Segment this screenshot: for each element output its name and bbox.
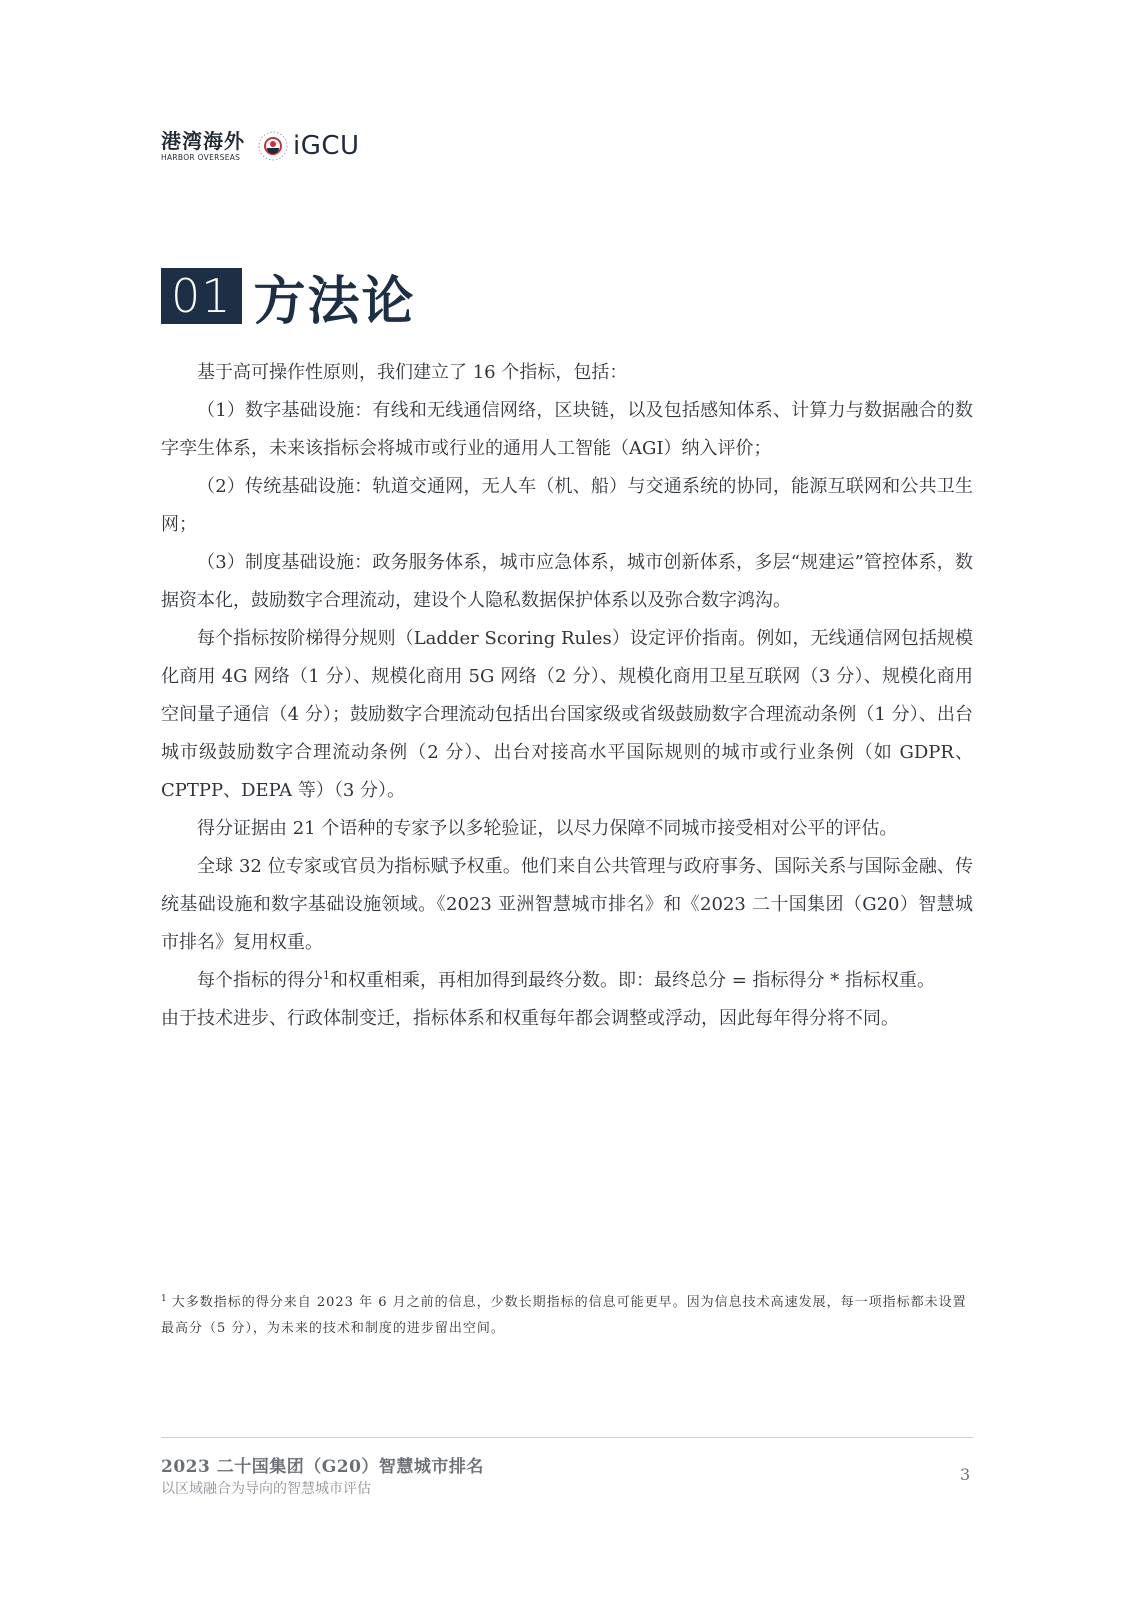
final-score-text-b: 和权重相乘，再相加得到最终分数。即：最终总分 = 指标得分 * 指标权重。 <box>330 970 935 991</box>
footer-report-title: 2023 二十国集团（G20）智慧城市排名 <box>161 1457 484 1477</box>
paragraph-evidence-verification: 得分证据由 21 个语种的专家予以多轮验证，以尽力保障不同城市接受相对公平的评估。 <box>197 818 898 839</box>
paragraph-ladder-scoring: 每个指标按阶梯得分规则（Ladder Scoring Rules）设定评价指南。例如，无线通信网包括规模化商用 4G 网络（1 分）、规模化商用 5G 网络（2 分）、规模化商用卫星互联网（3 分）、规模化商用空间量子通信（4 分）；鼓励数字合理流动包括出台国家级或省级鼓励数字合理流动条例（1 分）、出台城市级鼓励数字合理流动条例（2 分）、出台对接高水平国际规则的城市或行业条例（如 GDPR、CPTPP、DEPA 等）（3 分）。 <box>161 628 973 801</box>
paragraph-weights: 全球 32 位专家或官员为指标赋予权重。他们来自公共管理与政府事务、国际关系与国际金融、传统基础设施和数字基础设施领域。《2023 亚洲智慧城市排名》和《2023 二十国集团（G20）智慧城市排名》复用权重。 <box>161 856 973 953</box>
body-text <box>161 354 973 1038</box>
footer-report-subtitle: 以区域融合为导向的智慧城市评估 <box>161 1481 371 1497</box>
header-logo <box>161 128 360 164</box>
logo-cn-text: 港湾海外 <box>161 128 245 153</box>
paragraph-digital-infrastructure: （1）数字基础设施：有线和无线通信网络，区块链，以及包括感知体系、计算力与数据融合的数字孪生体系，未来该指标会将城市或行业的通用人工智能（AGI）纳入评价； <box>161 400 973 459</box>
footnote-reference[interactable]: 1 <box>323 969 330 982</box>
igcu-brand-text: iGCU <box>293 131 360 161</box>
paragraph-final-score <box>161 962 973 1000</box>
harbor-overseas-logo <box>161 128 245 162</box>
chapter-number: 01 <box>161 268 242 324</box>
chapter-title: 方法论 <box>253 271 416 332</box>
paragraph-institutional-infrastructure: （3）制度基础设施：政务服务体系，城市应急体系，城市创新体系，多层“规建运”管控体系，数据资本化，鼓励数字合理流动，建设个人隐私数据保护体系以及弥合数字鸿沟。 <box>161 552 973 611</box>
logo-en-text: HARBOR OVERSEAS <box>161 152 241 162</box>
footer-divider <box>161 1437 973 1438</box>
footnote-mark: 1 <box>161 1293 168 1304</box>
final-score-text-a: 每个指标的得分 <box>197 970 323 991</box>
footnote <box>161 1290 973 1342</box>
footnote-text: 大多数指标的得分来自 2023 年 6 月之前的信息，少数长期指标的信息可能更早。因为信息技术高速发展，每一项指标都未设置最高分（5 分），为未来的技术和制度的进步留出空间。 <box>161 1295 967 1336</box>
paragraph-intro: 基于高可操作性原则，我们建立了 16 个指标，包括： <box>197 362 628 383</box>
paragraph-annual-change: 由于技术进步、行政体制变迁，指标体系和权重每年都会调整或浮动，因此每年得分将不同。 <box>161 1008 899 1029</box>
igcu-seal-icon <box>257 130 289 162</box>
chapter-heading <box>161 268 416 332</box>
page-number: 3 <box>960 1465 971 1484</box>
paragraph-traditional-infrastructure: （2）传统基础设施：轨道交通网，无人车（机、船）与交通系统的协同，能源互联网和公共卫生网； <box>161 476 973 535</box>
